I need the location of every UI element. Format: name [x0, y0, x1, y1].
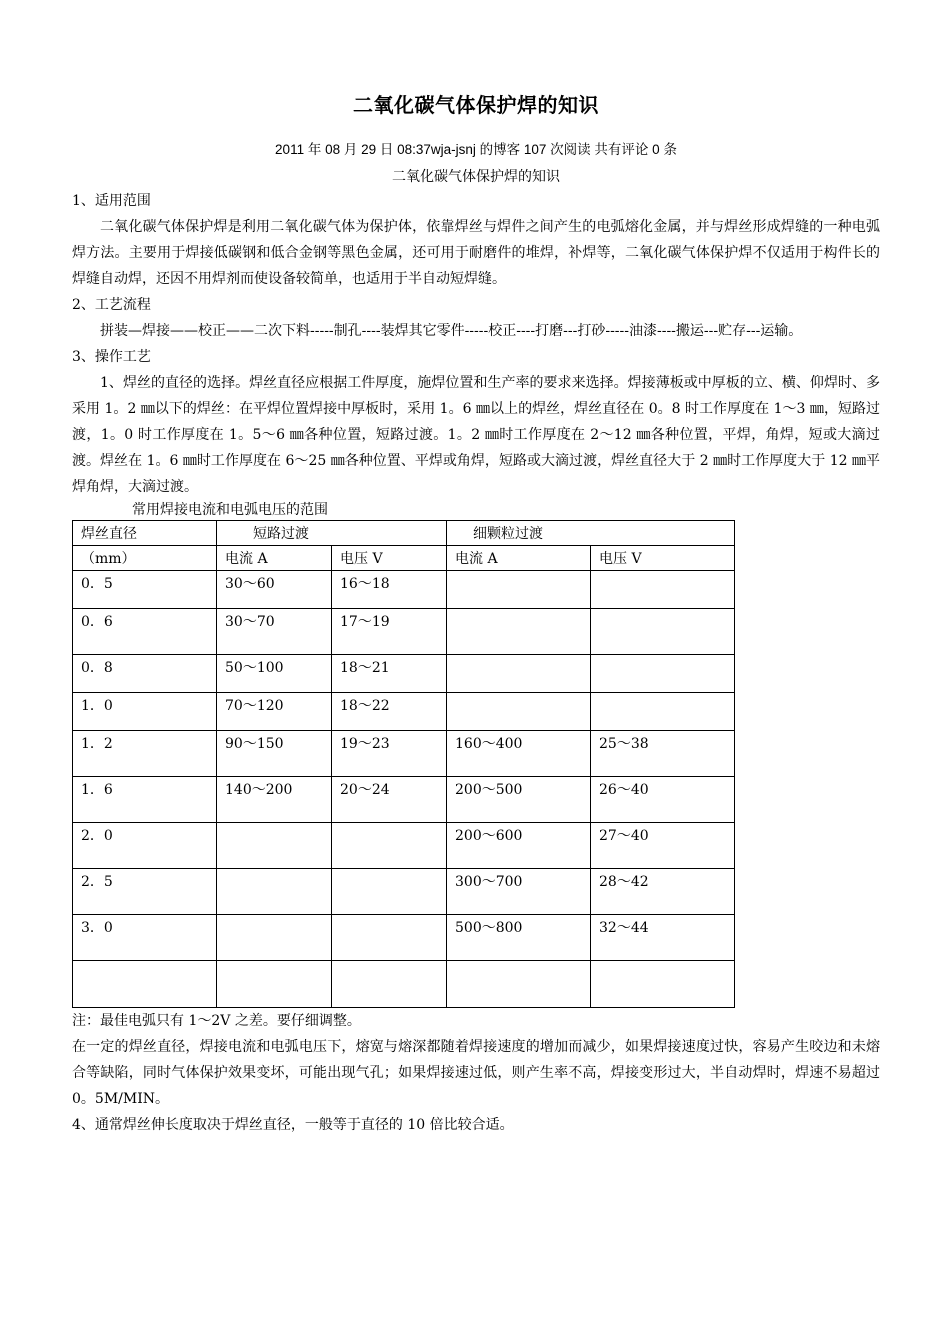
table-cell: 0．5 [73, 571, 217, 609]
section-3-text: 1、焊丝的直径的选择。焊丝直径应根据工件厚度，施焊位置和生产率的要求来选择。焊接薄板或中厚板的立、横、仰焊时、多采用 1。2 ㎜以下的焊丝：在平焊位置焊接中厚板时，采用 1。6 ㎜以上的焊丝，焊丝直径在 0。8 时工作厚度在 1～3 ㎜，短路过渡，1。0 时工作厚度在 1。5～6 ㎜各种位置，短路过渡。1。2 ㎜时工作厚度在 2～12 ㎜各种位置，平焊，角焊，短或大滴过渡。焊丝在 1。6 ㎜时工作厚度在 6～25 ㎜各种位置、平焊或角焊，短路或大滴过渡，焊丝直径大于 2 ㎜时工作厚度大于 12 ㎜平焊角焊，大滴过渡。 [72, 375, 880, 495]
table-cell: 0．6 [73, 609, 217, 655]
table-cell: 0．8 [73, 655, 217, 693]
subheader-current: 电流 A [447, 546, 591, 571]
table-cell [332, 961, 447, 1008]
table-cell: 18～21 [332, 655, 447, 693]
article-subtitle: 二氧化碳气体保护焊的知识 [392, 169, 560, 185]
table-cell [591, 655, 735, 693]
speed-paragraph: 在一定的焊丝直径，焊接电流和电弧电压下，熔宽与熔深都随着焊接速度的增加而减少，如果焊接速度过快，容易产生咬边和未熔合等缺陷，同时气体保护效果变坏，可能出现气孔；如果焊接速过低，则产生率不高，焊接变形过大，半自动焊时，焊速不易超过 0。5M/MIN。 [72, 1039, 880, 1107]
section-1-heading: 1、适用范围 [72, 193, 151, 209]
table-row [73, 823, 735, 869]
subheader-unit: （mm） [73, 546, 217, 571]
table-cell [447, 693, 591, 731]
post-meta: 2011 年 08 月 29 日 08:37wja-jsnj 的博客 107 次阅读 共有评论 0 条 [275, 142, 677, 157]
section-4-text: 4、通常焊丝伸长度取决于焊丝直径，一般等于直径的 10 倍比较合适。 [72, 1117, 514, 1133]
table-cell [447, 609, 591, 655]
table-row [73, 609, 735, 655]
table-header-row [73, 521, 735, 546]
table-cell [332, 915, 447, 961]
table-cell: 25～38 [591, 731, 735, 777]
table-cell: 32～44 [591, 915, 735, 961]
subheader-current: 电流 A [217, 546, 332, 571]
subheader-voltage: 电压 V [332, 546, 447, 571]
table-row [73, 777, 735, 823]
table-note: 注：最佳电弧只有 1～2V 之差。要仔细调整。 [72, 1013, 361, 1029]
table-cell [332, 869, 447, 915]
welding-parameters-table [72, 520, 735, 1008]
table-cell: 90～150 [217, 731, 332, 777]
section-2-text: 拼装—焊接——校正——二次下料-----制孔----装焊其它零件-----校正----打磨---打砂-----油漆----搬运---贮存---运输。 [100, 323, 803, 339]
table-cell [217, 823, 332, 869]
table-cell: 1．0 [73, 693, 217, 731]
header-wire-diameter: 焊丝直径 [73, 521, 217, 546]
subheader-voltage: 电压 V [591, 546, 735, 571]
table-cell [217, 915, 332, 961]
section-3-heading: 3、操作工艺 [72, 349, 151, 365]
table-cell: 2．0 [73, 823, 217, 869]
header-fine-droplet: 细颗粒过渡 [447, 521, 735, 546]
table-cell: 3．0 [73, 915, 217, 961]
table-cell: 27～40 [591, 823, 735, 869]
table-cell: 2．5 [73, 869, 217, 915]
table-cell [447, 655, 591, 693]
table-row [73, 915, 735, 961]
table-row [73, 961, 735, 1008]
table-cell: 18～22 [332, 693, 447, 731]
table-cell [591, 693, 735, 731]
table-cell: 19～23 [332, 731, 447, 777]
table-cell: 30～60 [217, 571, 332, 609]
table-cell [591, 571, 735, 609]
document-page [72, 88, 880, 1138]
table-cell [217, 961, 332, 1008]
table-cell: 50～100 [217, 655, 332, 693]
table-cell: 20～24 [332, 777, 447, 823]
table-cell: 28～42 [591, 869, 735, 915]
table-subheader-row [73, 546, 735, 571]
table-cell: 300～700 [447, 869, 591, 915]
table-cell [447, 571, 591, 609]
section-2-heading: 2、工艺流程 [72, 297, 151, 313]
table-cell: 200～500 [447, 777, 591, 823]
section-1-text: 二氧化碳气体保护焊是利用二氧化碳气体为保护体，依靠焊丝与焊件之间产生的电弧熔化金属，并与焊丝形成焊缝的一种电弧焊方法。主要用于焊接低碳钢和低合金钢等黑色金属，还可用于耐磨件的堆焊，补焊等，二氧化碳气体保护焊不仅适用于构件长的焊缝自动焊，还因不用焊剂而使设备较简单，也适用于半自动短焊缝。 [72, 219, 880, 287]
table-cell [591, 961, 735, 1008]
table-cell: 1．6 [73, 777, 217, 823]
table-row [73, 571, 735, 609]
table-caption: 常用焊接电流和电弧电压的范围 [132, 502, 328, 518]
table-cell: 1．2 [73, 731, 217, 777]
table-cell: 200～600 [447, 823, 591, 869]
table-cell: 17～19 [332, 609, 447, 655]
table-cell [73, 961, 217, 1008]
table-row [73, 731, 735, 777]
table-cell [332, 823, 447, 869]
table-row [73, 655, 735, 693]
table-cell [591, 609, 735, 655]
table-cell [447, 961, 591, 1008]
header-short-circuit: 短路过渡 [217, 521, 447, 546]
table-cell: 140～200 [217, 777, 332, 823]
table-cell: 16～18 [332, 571, 447, 609]
table-cell [217, 869, 332, 915]
table-cell: 26～40 [591, 777, 735, 823]
table-row [73, 869, 735, 915]
table-cell: 30～70 [217, 609, 332, 655]
table-cell: 70～120 [217, 693, 332, 731]
table-cell: 500～800 [447, 915, 591, 961]
page-title: 二氧化碳气体保护焊的知识 [353, 93, 599, 117]
table-row [73, 693, 735, 731]
table-cell: 160～400 [447, 731, 591, 777]
